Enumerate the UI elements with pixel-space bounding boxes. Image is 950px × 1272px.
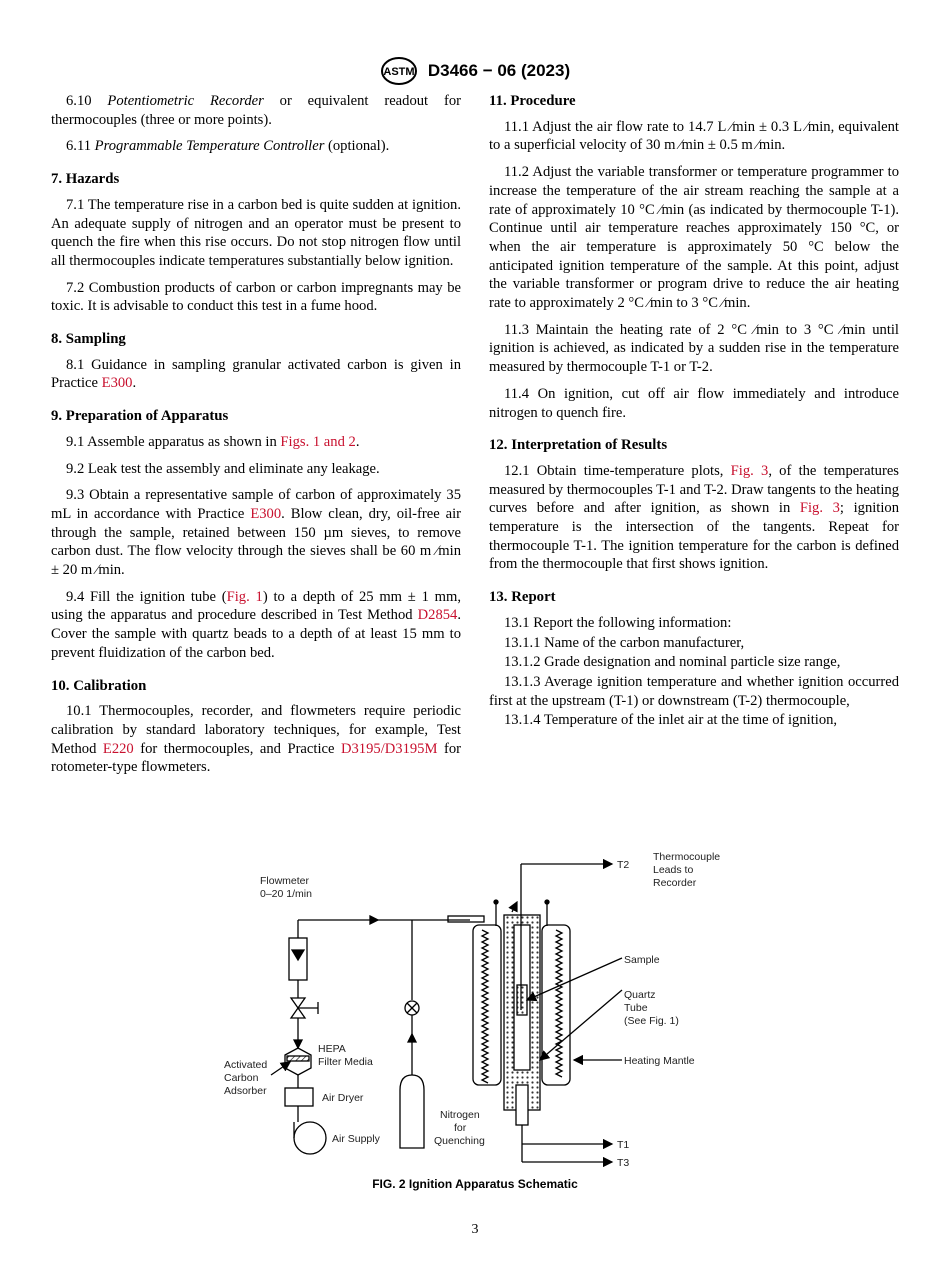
heading-procedure: 11. Procedure [489,93,576,109]
heading-sampling: 8. Sampling [51,331,126,348]
astm-logo-icon [380,56,418,86]
para-9-2: 9.2 Leak test the assembly and eliminate any leakage. [66,460,380,477]
label-t3: T3 [617,1157,630,1169]
heading-preparation: 9. Preparation of Apparatus [51,408,229,425]
link-d3195[interactable]: D3195/D3195M [340,740,438,757]
label-recorder: Recorder [653,877,697,889]
nitrogen-cylinder [400,1075,424,1148]
heating-mantle-right [542,925,570,1085]
para-7-2: 7.2 Combustion products of carbon or carbon impregnants may be toxic. It is advisable to conduct this test in a fume hood. [51,279,461,315]
para-13-1-2: 13.1.2 Grade designation and nominal particle size range, [504,654,841,671]
label-flowmeter-range: 0–20 1/min [260,888,312,900]
label-nitrogen: Nitrogen [440,1109,480,1121]
label-leads-to: Leads to [653,864,694,876]
page-number: 3 [471,1222,479,1237]
para-13-1: 13.1 Report the following information: [504,614,732,631]
flow-arrow [370,916,378,924]
para-7-1: 7.1 The temperature rise in a carbon bed is quite sudden at ignition. An adequate supply of nitrogen and an operator must be present to quench the fire when this rise occurs. Do not stop nitrogen flow until all thermocouples indicate temperatures substantially below ignition. [51,196,461,269]
link-fig-3-2[interactable]: Fig. 3 [799,500,840,517]
para-13-1-1: 13.1.1 Name of the carbon manufacturer, [504,634,745,651]
link-fig-3[interactable]: Fig. 3 [730,462,769,479]
para-9-4: 9.4 Fill the ignition tube (Fig. 1) to a depth of 25 mm ± 1 mm, using the apparatus and procedure described in Test Method D2854. Cover the sample with quartz beads to a depth of at least 15 mm to prevent fluidization of the carbon bed. [51,588,461,661]
label-for: for [454,1122,467,1134]
link-e300[interactable]: E300 [101,375,133,392]
para-6-11: 6.11 Programmable Temperature Controller (optional). [66,138,390,155]
para-9-3: 9.3 Obtain a representative sample of carbon of approximately 35 mL in accordance with Practice E300. Blow clean, dry, oil-free air through the sample, retained between 150 µm sieves, to remove carbon dust. The flow velocity through the sieves shall be 60 m ⁄min ± 20 m ⁄min. [51,487,461,579]
label-heating-mantle: Heating Mantle [624,1055,695,1067]
label-carbon: Carbon [224,1072,259,1084]
label-thermocouple: Thermocouple [653,851,721,863]
para-13-1-4: 13.1.4 Temperature of the inlet air at the time of ignition, [504,712,838,729]
label-flowmeter: Flowmeter [260,875,310,887]
tube-outlet [516,1085,528,1125]
left-column [51,92,461,785]
label-air-supply: Air Supply [332,1133,380,1145]
para-9-1: 9.1 Assemble apparatus as shown in Figs. 1 and 2. [66,433,360,450]
label-hepa: HEPA [318,1043,346,1055]
para-8-1: 8.1 Guidance in sampling granular activated carbon is given in Practice E300. [51,356,461,392]
label-filter-media: Filter Media [318,1056,373,1068]
para-6-10: 6.10 Potentiometric Recorder or equivalent readout for thermocouples (three or more points). [51,93,461,128]
para-11-4: 11.4 On ignition, cut off air flow immediately and introduce nitrogen to quench fire. [489,385,899,421]
para-11-1: 11.1 Adjust the air flow rate to 14.7 L ⁄min ± 0.3 L ⁄min, equivalent to a superficial velocity of 30 m ⁄min ± 0.5 m ⁄min. [489,118,899,154]
air-dryer [285,1088,313,1106]
label-sample: Sample [624,954,660,966]
para-11-2: 11.2 Adjust the variable transformer or temperature programmer to increase the temperature of the air stream reaching the sample at a rate of approximately 10 °C ⁄min (as indicated by thermocouple T-1). Continue until air temperature reaches approximately 150 °C, or when the air temperature is approximately 50 °C below the anticipated ignition temperature of the sample. At this point, adjust the variable transformer or program drive to reduce the air heating rate to approximately 2 °C ⁄min to 3 °C ⁄min. [489,164,899,312]
link-fig-1[interactable]: Fig. 1 [226,588,263,605]
inlet-nozzle [448,916,484,922]
heading-report: 13. Report [489,589,556,606]
air-supply-pump-icon [294,1122,326,1154]
valve-icon [291,998,305,1008]
flowmeter-float-icon [292,950,304,960]
label-air-dryer: Air Dryer [322,1092,364,1104]
label-tube: Tube [624,1002,648,1014]
para-10-1: 10.1 Thermocouples, recorder, and flowmeters require periodic calibration by standard laboratory techniques, for example, Test Method E220 for thermocouples, and Practice D3195/D3195M for rotometer-type flowmeters. [51,703,461,776]
para-13-1-3: 13.1.3 Average ignition temperature and whether ignition occurred first at the upstream (T-1) or downstream (T-2) thermocouple, [489,673,899,709]
heading-interpretation: 12. Interpretation of Results [489,437,668,454]
link-figs-1-2[interactable]: Figs. 1 and 2 [280,433,356,450]
link-e220[interactable]: E220 [102,740,134,757]
label-quartz: Quartz [624,989,656,1001]
para-12-1: 12.1 Obtain time-temperature plots, Fig. 3, of the temperatures measured by thermocouples T-1 and T-2. Draw tangents to the heating curves before and after ignition, as shown in Fig. 3; ignition temperature is the intersection of the tangents. Repeat for thermocouple T-1. The ignition temperature for the carbon is defined from the thermocouple that first shows ignition. [489,462,900,573]
heading-calibration: 10. Calibration [51,677,147,694]
apparatus-schematic [0,830,950,1175]
label-quenching: Quenching [434,1135,485,1147]
figure-caption: FIG. 2 Ignition Apparatus Schematic [372,1177,578,1191]
label-adsorber: Adsorber [224,1085,267,1097]
label-t1: T1 [617,1139,630,1151]
label-t2: T2 [617,859,630,871]
page-header [0,56,950,86]
standard-designation: D3466 − 06 (2023) [427,61,571,80]
heading-hazards: 7. Hazards [51,171,120,188]
right-column [489,92,899,731]
link-e300-2[interactable]: E300 [250,505,282,522]
label-activated: Activated [224,1059,268,1071]
label-see-fig-1: (See Fig. 1) [624,1015,679,1027]
figure-ignition-apparatus [0,830,950,1190]
svg-text:ASTM: ASTM [383,66,415,78]
para-11-3: 11.3 Maintain the heating rate of 2 °C ⁄min to 3 °C ⁄min until ignition is achieved, as indicated by a sudden rise in the temperature measured by thermocouple T-1 or T-2. [489,321,899,376]
link-d2854[interactable]: D2854 [417,607,458,624]
sample-bed [517,985,527,1015]
